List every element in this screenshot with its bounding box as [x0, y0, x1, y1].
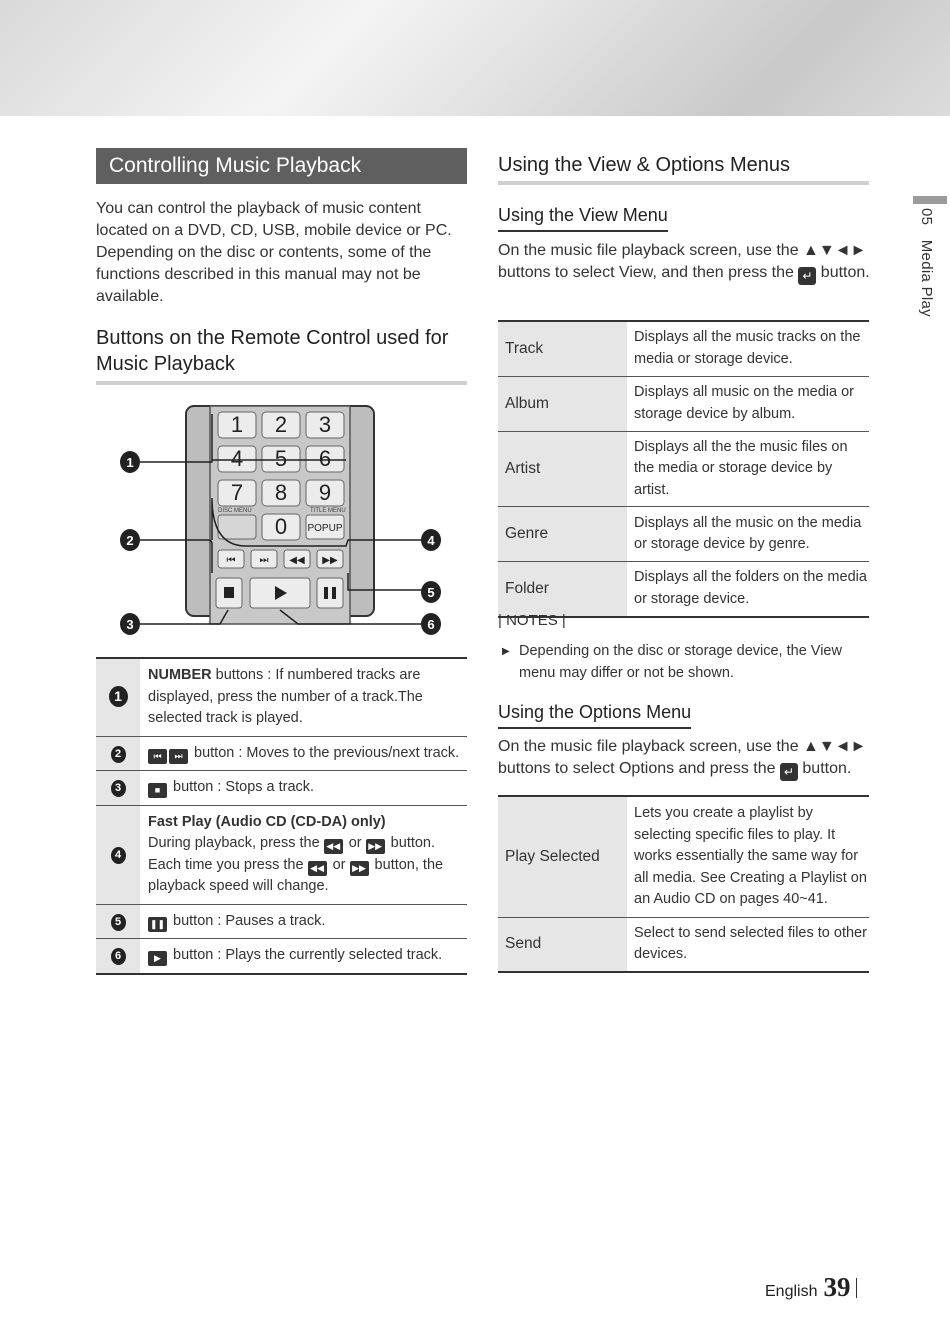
row-label: Artist	[498, 431, 627, 507]
key-0-label: 0	[274, 514, 288, 539]
key-2-label: 2	[274, 412, 288, 437]
page-number: 39	[823, 1272, 851, 1302]
next-icon: ⏭	[259, 555, 269, 566]
table-row	[96, 939, 467, 974]
key-9-label: 9	[318, 480, 332, 505]
section-title: Controlling Music Playback	[96, 148, 467, 184]
view-menu-paragraph	[498, 240, 870, 285]
row-text: buttons : If numbered tracks are displayed, press the number of a track.The selected track is played.	[148, 667, 423, 726]
footer-divider	[856, 1278, 857, 1298]
title-menu-label: TITLE MENU	[310, 508, 346, 514]
key-1-label: 1	[230, 412, 244, 437]
text-fragment: or	[344, 835, 366, 851]
row-label: Genre	[498, 507, 627, 562]
row-text: button : Stops a track.	[169, 779, 315, 795]
options-menu-subtitle: Using the Options Menu	[498, 700, 691, 729]
table-row	[498, 917, 869, 972]
stop-icon: ■	[148, 783, 167, 798]
table-row	[498, 796, 869, 917]
row-label: Play Selected	[498, 796, 627, 917]
table-row	[498, 562, 869, 617]
row-text: button : Pauses a track.	[169, 912, 326, 929]
remote-section-title: Buttons on the Remote Control used for Music Playback	[96, 325, 467, 385]
disc-menu-key	[218, 515, 256, 539]
row-description	[140, 939, 467, 974]
row-description	[140, 658, 467, 736]
row-number-cell	[96, 771, 140, 806]
row-label: Album	[498, 376, 627, 431]
text-fragment: button, the playback speed will change.	[148, 856, 444, 894]
footer-language: English	[765, 1283, 818, 1300]
row-description: Displays all the folders on the media or storage device.	[627, 562, 869, 617]
chapter-side-label	[918, 208, 935, 317]
row-number-badge: 2	[111, 746, 126, 763]
table-row	[96, 771, 467, 806]
text-fragment: and press the	[674, 760, 780, 777]
row-description: Displays all music on the media or storage device by album.	[627, 376, 869, 431]
row-label: Folder	[498, 562, 627, 617]
row-number-badge: 1	[109, 686, 128, 707]
row-text: button : Moves to the previous/next track.	[190, 744, 460, 761]
key-6-label: 6	[318, 446, 332, 471]
rewind-icon: ◀◀	[289, 555, 305, 566]
row-number-cell	[96, 939, 140, 974]
table-row	[96, 658, 467, 736]
row-label: Track	[498, 321, 627, 376]
row-number-badge: 4	[111, 847, 126, 864]
text-fragment: button.	[386, 835, 436, 851]
row-number-cell	[96, 904, 140, 939]
view-menu-table	[498, 320, 869, 618]
table-row	[498, 431, 869, 507]
enter-icon: ↵	[780, 763, 798, 781]
text-fragment: button.	[797, 760, 852, 777]
row-description: Displays all the the music files on the media or storage device by artist.	[627, 431, 869, 507]
intro-paragraph: You can control the playback of music content located on a DVD, CD, USB, mobile device or PC. Depending on the disc or contents, some of the functions described in this manual may not be available.	[96, 200, 452, 305]
remote-buttons-table	[96, 657, 467, 975]
fast-play-heading: Fast Play (Audio CD (CD-DA) only)	[148, 813, 386, 830]
text-fragment: On the music file playback screen, use the ▲▼◄► buttons to select	[498, 738, 867, 777]
table-row	[498, 321, 869, 376]
row-number-cell	[96, 805, 140, 904]
row-description: Displays all the music on the media or storage device by genre.	[627, 507, 869, 562]
table-row	[96, 805, 467, 904]
fast-play-body	[148, 833, 465, 898]
table-row	[498, 507, 869, 562]
row-description	[140, 771, 467, 806]
enter-icon: ↵	[798, 267, 816, 285]
top-banner	[0, 0, 950, 116]
row-label: Send	[498, 917, 627, 972]
text-fragment: button.	[816, 264, 870, 281]
row-description: Displays all the music tracks on the media or storage device.	[627, 321, 869, 376]
key-4-label: 4	[230, 446, 244, 471]
options-menu-table	[498, 795, 869, 973]
table-row	[96, 904, 467, 939]
key-3-label: 3	[318, 412, 332, 437]
next-icon: ⏭	[169, 749, 188, 764]
remote-control-illustration	[96, 398, 467, 643]
table-row	[498, 376, 869, 431]
callout-2-label: 2	[126, 533, 134, 548]
row-number-badge: 5	[111, 914, 126, 931]
callout-6-label: 6	[427, 617, 435, 632]
row-number-badge: 3	[111, 780, 126, 797]
rewind-icon: ◀◀	[324, 839, 343, 854]
text-fragment: During playback, press the	[148, 835, 324, 851]
table-row	[96, 736, 467, 771]
row-description	[140, 805, 467, 904]
fastforward-icon: ▶▶	[366, 839, 385, 854]
key-8-label: 8	[274, 480, 288, 505]
text-fragment: or	[328, 856, 350, 873]
text-fragment: Each time you press the	[148, 856, 308, 873]
row-number-cell	[96, 658, 140, 736]
row-number-cell	[96, 736, 140, 771]
row-description	[140, 904, 467, 939]
page-footer	[765, 1272, 857, 1303]
number-term: NUMBER	[148, 667, 212, 683]
pause-icon-bar-left	[324, 587, 328, 599]
callout-5-label: 5	[427, 585, 435, 600]
chapter-name: Media Play	[918, 239, 935, 317]
fastforward-icon: ▶▶	[322, 555, 338, 566]
note-item	[502, 641, 870, 684]
row-description: Select to send selected files to other devices.	[627, 917, 869, 972]
callout-1-label: 1	[126, 455, 134, 470]
play-icon: ▶	[148, 951, 167, 966]
fastforward-icon: ▶▶	[350, 861, 369, 876]
pause-key	[317, 578, 343, 608]
options-term: Options	[618, 760, 675, 777]
rewind-icon: ◀◀	[308, 861, 327, 876]
row-number-badge: 6	[111, 948, 126, 965]
note-text: Depending on the disc or storage device, the View menu may differ or not be shown.	[519, 643, 842, 681]
pause-icon-bar-right	[332, 587, 336, 599]
pause-icon: ❚❚	[148, 917, 167, 932]
options-menu-paragraph	[498, 736, 870, 781]
prev-icon: ⏮	[226, 555, 236, 566]
notes-heading: | NOTES |	[498, 612, 566, 629]
chapter-number: 05	[918, 208, 935, 226]
view-menu-subtitle: Using the View Menu	[498, 203, 668, 232]
disc-menu-label: DISC MENU	[218, 508, 252, 514]
row-description: Lets you create a playlist by selecting specific files to play. It works essentially the same way for all media. See Creating a Playlist on an Audio CD on pages 40~41.	[627, 796, 869, 917]
key-5-label: 5	[274, 446, 288, 471]
chapter-tab-marker	[913, 196, 947, 204]
view-options-title: Using the View & Options Menus	[498, 152, 869, 185]
row-description	[140, 736, 467, 771]
row-text: button : Plays the currently selected track.	[169, 947, 443, 963]
bullet-triangle-icon: ▶	[502, 646, 510, 657]
callout-4-label: 4	[427, 533, 435, 548]
popup-key-label: POPUP	[307, 523, 343, 534]
callout-3-label: 3	[126, 617, 134, 632]
prev-icon: ⏮	[148, 749, 167, 764]
key-7-label: 7	[230, 480, 244, 505]
text-fragment: On the music file playback screen, use the ▲▼◄► buttons to select View, and then press the	[498, 242, 867, 281]
stop-icon	[224, 587, 234, 598]
